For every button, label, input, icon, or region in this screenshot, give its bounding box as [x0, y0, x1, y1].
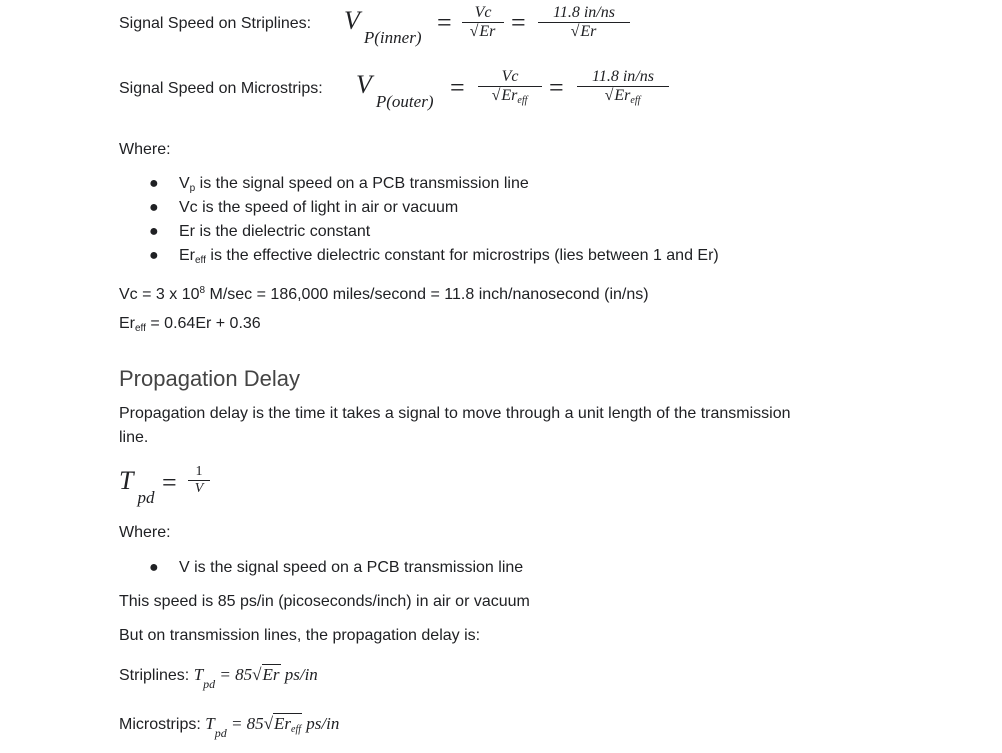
var-v: V	[356, 70, 372, 99]
tpd-formula: T pd	[119, 466, 155, 507]
list-item: ● $V_p$ is the signal speed on a PCB transmission line	[149, 175, 529, 194]
fraction-vc-sqrt-er: Vc √Er	[462, 4, 504, 41]
paragraph: Propagation delay is the time it takes a signal to move through a unit length of the transmission	[119, 405, 791, 422]
fraction-118-sqrt-er: 11.8 in/ns √Er	[538, 4, 630, 41]
equals-sign: =	[162, 468, 177, 497]
fraction-118-sqrt-ereff: 11.8 in/ns $√Er_{eff}$	[577, 68, 669, 106]
stripline-delay: Striplines: $T_{pd} = 85√Er$ ps/in	[119, 665, 318, 691]
vc-definition: Vc = 3 x $10^8$ M/sec = 186,000 miles/second = 11.8 inch/nanosecond (in/ns)	[119, 285, 649, 303]
ereff-definition: $Er_{eff} = 0.64Er + 0.36$	[119, 315, 261, 334]
where-label: Where:	[119, 524, 171, 541]
fraction-vc-sqrt-ereff: Vc $√Er_{eff}$	[478, 68, 542, 106]
var-v: V	[344, 6, 360, 35]
var-sub: P(outer)	[375, 92, 434, 111]
equals-sign: =	[511, 8, 526, 37]
speed-statement: This speed is 85 ps/in (picoseconds/inch) in air or vacuum	[119, 593, 530, 610]
list-item: ● Vc is the speed of light in air or vacuum	[149, 199, 459, 216]
equals-sign: =	[549, 73, 564, 102]
list-item: ● V is the signal speed on a PCB transmission line	[149, 559, 524, 576]
fraction-1-over-v: 1 V	[188, 464, 210, 497]
where-label: Where:	[119, 141, 171, 158]
list-item: ● $Er_{eff}$ is the effective dielectric constant for microstrips (lies between 1 and Er)	[149, 247, 719, 266]
paragraph-continued: line.	[119, 429, 149, 446]
stripline-speed-formula	[344, 6, 422, 47]
equals-sign: =	[437, 8, 452, 37]
stripline-speed-label: Signal Speed on Striplines:	[119, 15, 312, 32]
var-sub: P(inner)	[363, 28, 422, 47]
transmission-statement: But on transmission lines, the propagation delay is:	[119, 627, 481, 644]
list-item: ● Er is the dielectric constant	[149, 223, 371, 240]
microstrip-speed-label: Signal Speed on Microstrips:	[119, 80, 323, 97]
microstrip-delay: Microstrips: $T_{pd} = 85√Er_{eff}$ ps/in	[119, 714, 340, 740]
section-heading: Propagation Delay	[119, 366, 301, 391]
microstrip-speed-formula	[356, 70, 434, 111]
equals-sign: =	[450, 73, 465, 102]
